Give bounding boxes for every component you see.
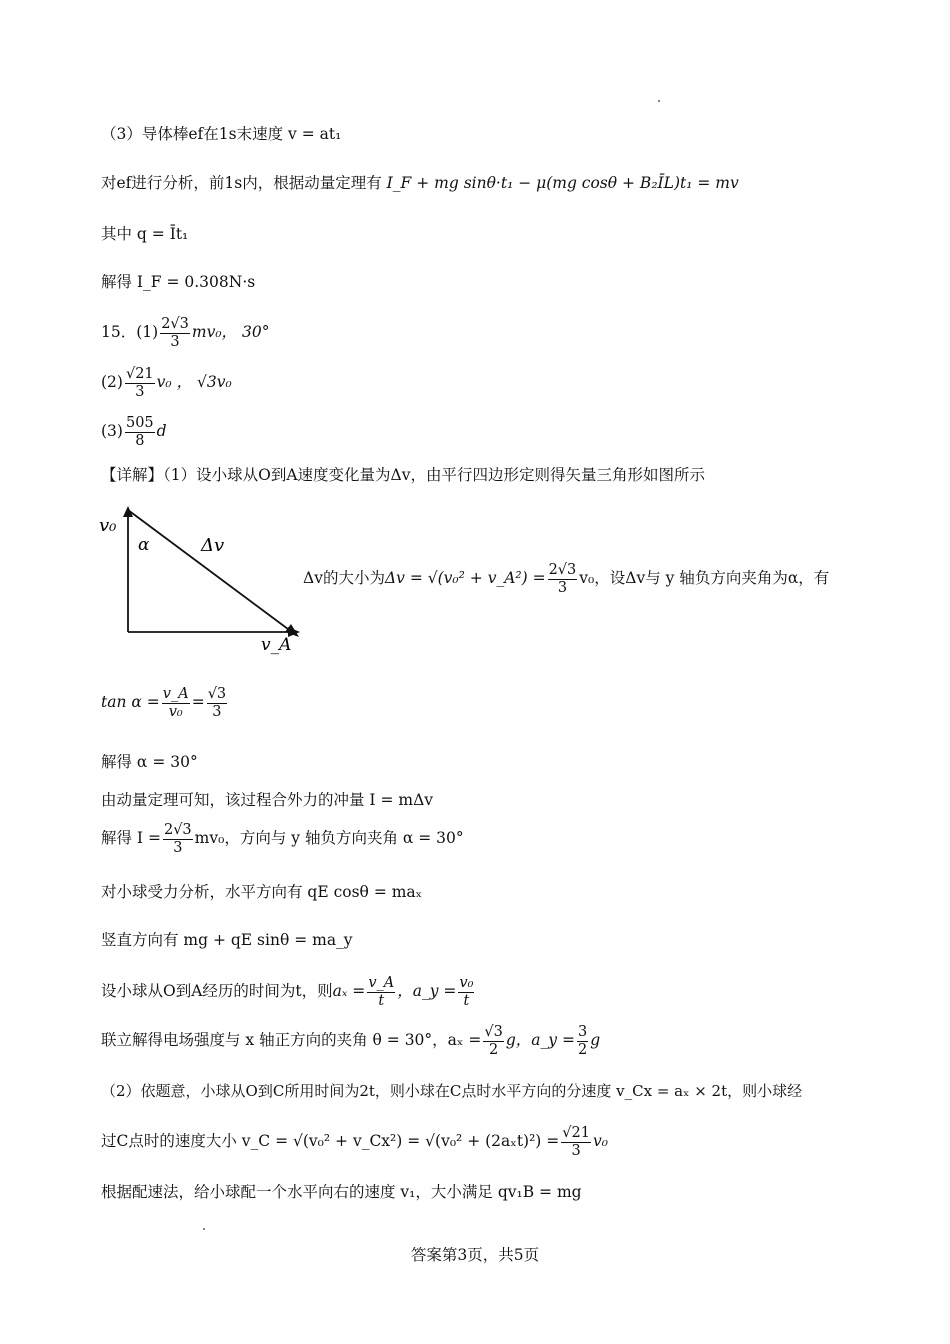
line-charge-definition: 其中 q = Īt₁ bbox=[101, 225, 189, 243]
q15-3-numerator: 505 bbox=[125, 415, 154, 431]
ay-numerator: v₀ bbox=[459, 975, 474, 991]
line-part2-velocity bbox=[101, 1125, 608, 1159]
p2-numerator: √21 bbox=[562, 1125, 590, 1141]
field-numerator-2: 3 bbox=[577, 1024, 588, 1040]
dv-segment bbox=[128, 510, 292, 632]
label-dv: Δv bbox=[201, 535, 225, 556]
q15-3-label: (3) bbox=[101, 422, 123, 441]
ax-denominator: t bbox=[378, 992, 385, 1009]
dv-numerator: 2√3 bbox=[548, 562, 577, 578]
impulse-tail: mv₀，方向与 y 轴负方向夹角 α = 30° bbox=[194, 829, 464, 848]
q15-3-tail: d bbox=[156, 422, 167, 441]
dv-formula: Δv = √(v₀² + v_A²) = bbox=[384, 569, 546, 588]
impulse-numerator: 2√3 bbox=[163, 822, 192, 838]
impulse-prefix: 解得 I = bbox=[101, 829, 161, 848]
q15-1-fraction bbox=[160, 316, 190, 350]
line-force-horizontal: 对小球受力分析，水平方向有 qE cosθ = maₓ bbox=[101, 883, 423, 901]
tan-denominator-1: v₀ bbox=[168, 703, 183, 720]
field-fraction-1 bbox=[483, 1024, 503, 1058]
field-numerator-1: √3 bbox=[484, 1024, 503, 1040]
vector-triangle-diagram bbox=[95, 505, 315, 665]
dv-tail: v₀，设Δv与 y 轴负方向夹角为α，有 bbox=[579, 569, 830, 588]
q15-2-fraction bbox=[125, 366, 155, 400]
q15-1-denominator: 3 bbox=[170, 333, 180, 350]
line-part2-speed-method: 根据配速法，给小球配一个水平向右的速度 v₁，大小满足 qv₁B = mg bbox=[101, 1183, 582, 1201]
line-part2-intro: （2）依题意，小球从O到C所用时间为2t，则小球在C点时水平方向的分速度 v_Cx = aₓ × 2t，则小球经 bbox=[101, 1082, 803, 1100]
line-alpha-result: 解得 α = 30° bbox=[101, 753, 198, 771]
line-q15-answer1 bbox=[101, 316, 269, 350]
ax-left: aₓ = bbox=[332, 982, 366, 1001]
line-impulse-result: 解得 I_F = 0.308N·s bbox=[101, 273, 256, 291]
q15-2-tail: v₀ ， √3v₀ bbox=[156, 373, 232, 392]
tan-equals: = bbox=[191, 693, 205, 712]
momentum-formula: I_F + mg sinθ·t₁ − μ(mg cosθ + B₂ĪL)t₁ = mv bbox=[386, 174, 739, 192]
time-prefix: 设小球从O到A经历的时间为t，则 bbox=[101, 982, 333, 1001]
scan-speck bbox=[203, 1228, 205, 1230]
q15-label: 15．(1) bbox=[101, 323, 159, 342]
dv-fraction bbox=[548, 562, 578, 596]
q15-2-denominator: 3 bbox=[135, 383, 145, 400]
q15-1-numerator: 2√3 bbox=[161, 316, 189, 332]
p2-tail: v₀ bbox=[592, 1132, 608, 1151]
momentum-text: 对ef进行分析，前1s内，根据动量定理有 bbox=[101, 174, 382, 192]
field-denominator-1: 2 bbox=[489, 1041, 499, 1058]
field-prefix: 联立解得电场强度与 x 轴正方向的夹角 θ = 30°，aₓ = bbox=[101, 1031, 482, 1050]
ay-fraction bbox=[458, 975, 474, 1009]
line-tan-alpha bbox=[101, 686, 229, 720]
line-q15-answer2 bbox=[101, 366, 232, 400]
q15-3-denominator: 8 bbox=[135, 432, 145, 449]
tan-fraction-2 bbox=[207, 686, 227, 720]
tan-numerator-2: √3 bbox=[207, 686, 227, 702]
line-detail-intro: 【详解】（1）设小球从O到A速度变化量为Δv，由平行四边形定则得矢量三角形如图所示 bbox=[101, 466, 705, 484]
tan-denominator-2: 3 bbox=[212, 703, 222, 720]
q15-2-numerator: √21 bbox=[125, 366, 154, 382]
ay-denominator: t bbox=[463, 992, 470, 1009]
ax-fraction bbox=[367, 975, 395, 1009]
field-fraction-2 bbox=[577, 1024, 588, 1058]
tan-left: tan α = bbox=[101, 693, 160, 712]
p2-denominator: 3 bbox=[571, 1142, 581, 1159]
tan-numerator-1: v_A bbox=[162, 686, 189, 702]
p2-fraction bbox=[561, 1125, 591, 1159]
impulse-denominator: 3 bbox=[173, 839, 183, 856]
field-tail: g bbox=[590, 1031, 601, 1050]
scan-speck bbox=[658, 100, 660, 102]
impulse-fraction bbox=[163, 822, 193, 856]
label-vA: v_A bbox=[261, 635, 292, 655]
line-momentum-theorem bbox=[101, 176, 739, 192]
dv-prefix: Δv的大小为 bbox=[303, 569, 385, 588]
line-impulse-theorem: 由动量定理可知，该过程合外力的冲量 I = mΔv bbox=[101, 791, 434, 809]
line-impulse-value bbox=[101, 822, 464, 856]
p2-prefix: 过C点时的速度大小 v_C = √(v₀² + v_Cx²) = √(v₀² + (2aₓt)²) = bbox=[101, 1132, 560, 1151]
line-dv-magnitude bbox=[303, 562, 829, 596]
line-field-angle bbox=[101, 1024, 600, 1058]
label-alpha: α bbox=[138, 535, 150, 555]
label-v0: v₀ bbox=[99, 515, 117, 536]
line-q15-answer3 bbox=[101, 415, 167, 449]
ax-numerator: v_A bbox=[368, 975, 395, 991]
line-acceleration-time bbox=[101, 975, 476, 1009]
q15-3-fraction bbox=[125, 415, 155, 449]
dv-denominator: 3 bbox=[557, 579, 568, 596]
page-footer: 答案第3页，共5页 bbox=[410, 1246, 540, 1264]
field-mid: g，a_y = bbox=[505, 1031, 575, 1050]
line-part3-velocity: （3）导体棒ef在1s末速度 v = at₁ bbox=[101, 125, 342, 143]
q15-2-label: (2) bbox=[101, 373, 123, 392]
q15-1-tail: mv₀， 30° bbox=[191, 323, 270, 342]
line-force-vertical: 竖直方向有 mg + qE sinθ = ma_y bbox=[101, 931, 353, 949]
ay-left: ，a_y = bbox=[397, 982, 457, 1001]
field-denominator-2: 2 bbox=[577, 1041, 588, 1058]
tan-fraction-1 bbox=[162, 686, 190, 720]
